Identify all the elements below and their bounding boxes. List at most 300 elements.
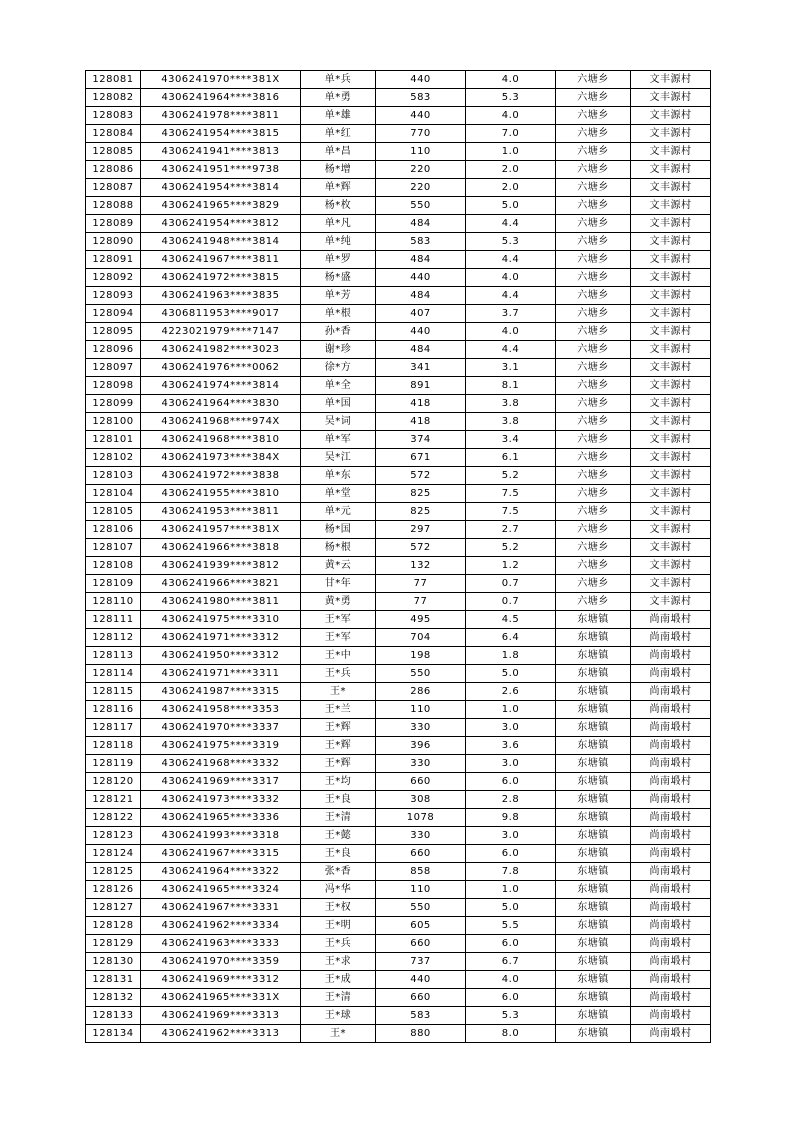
cell-village: 尚南塅村 <box>631 773 711 791</box>
cell-record-id: 128082 <box>86 89 141 107</box>
cell-name: 单*国 <box>301 395 376 413</box>
cell-area: 3.4 <box>466 431 556 449</box>
table-row <box>86 953 711 971</box>
table-row <box>86 449 711 467</box>
cell-name: 黄*勇 <box>301 593 376 611</box>
cell-amount: 220 <box>376 161 466 179</box>
cell-area: 4.5 <box>466 611 556 629</box>
cell-id-number: 4306241967****3331 <box>141 899 301 917</box>
cell-id-number: 4306241970****3337 <box>141 719 301 737</box>
cell-record-id: 128095 <box>86 323 141 341</box>
cell-township: 六塘乡 <box>556 539 631 557</box>
cell-area: 2.0 <box>466 179 556 197</box>
cell-name: 单*辉 <box>301 179 376 197</box>
cell-area: 4.4 <box>466 287 556 305</box>
cell-id-number: 4306241965****3336 <box>141 809 301 827</box>
table-row <box>86 143 711 161</box>
cell-id-number: 4306241967****3315 <box>141 845 301 863</box>
cell-name: 单*根 <box>301 305 376 323</box>
cell-amount: 330 <box>376 719 466 737</box>
cell-area: 0.7 <box>466 575 556 593</box>
cell-id-number: 4306241957****381X <box>141 521 301 539</box>
cell-township: 东塘镇 <box>556 971 631 989</box>
cell-name: 王* <box>301 1025 376 1043</box>
cell-village: 文丰源村 <box>631 89 711 107</box>
cell-name: 王*成 <box>301 971 376 989</box>
cell-id-number: 4306241976****0062 <box>141 359 301 377</box>
cell-id-number: 4306241964****3816 <box>141 89 301 107</box>
table-row <box>86 593 711 611</box>
cell-township: 六塘乡 <box>556 431 631 449</box>
cell-amount: 660 <box>376 773 466 791</box>
cell-record-id: 128084 <box>86 125 141 143</box>
cell-area: 1.8 <box>466 647 556 665</box>
cell-amount: 825 <box>376 485 466 503</box>
cell-township: 六塘乡 <box>556 413 631 431</box>
cell-township: 六塘乡 <box>556 521 631 539</box>
table-row <box>86 107 711 125</box>
table-row <box>86 215 711 233</box>
cell-id-number: 4306241972****3838 <box>141 467 301 485</box>
cell-township: 六塘乡 <box>556 89 631 107</box>
cell-area: 8.0 <box>466 1025 556 1043</box>
cell-name: 黄*云 <box>301 557 376 575</box>
cell-record-id: 128105 <box>86 503 141 521</box>
cell-township: 六塘乡 <box>556 125 631 143</box>
cell-id-number: 4306241958****3353 <box>141 701 301 719</box>
cell-village: 尚南塅村 <box>631 899 711 917</box>
cell-record-id: 128110 <box>86 593 141 611</box>
cell-name: 单*东 <box>301 467 376 485</box>
cell-village: 文丰源村 <box>631 107 711 125</box>
cell-id-number: 4306241970****381X <box>141 71 301 89</box>
cell-id-number: 4306241969****3313 <box>141 1007 301 1025</box>
cell-name: 王*中 <box>301 647 376 665</box>
cell-record-id: 128120 <box>86 773 141 791</box>
cell-name: 杨*增 <box>301 161 376 179</box>
table-row <box>86 413 711 431</box>
cell-amount: 440 <box>376 323 466 341</box>
cell-village: 尚南塅村 <box>631 863 711 881</box>
table-row <box>86 989 711 1007</box>
cell-record-id: 128117 <box>86 719 141 737</box>
cell-area: 6.0 <box>466 845 556 863</box>
cell-name: 单*纯 <box>301 233 376 251</box>
cell-township: 六塘乡 <box>556 233 631 251</box>
cell-village: 文丰源村 <box>631 413 711 431</box>
cell-record-id: 128133 <box>86 1007 141 1025</box>
cell-name: 王*兵 <box>301 935 376 953</box>
cell-name: 张*香 <box>301 863 376 881</box>
cell-area: 4.0 <box>466 107 556 125</box>
cell-village: 尚南塅村 <box>631 845 711 863</box>
cell-area: 5.3 <box>466 1007 556 1025</box>
cell-township: 六塘乡 <box>556 485 631 503</box>
cell-record-id: 128109 <box>86 575 141 593</box>
cell-area: 6.7 <box>466 953 556 971</box>
cell-name: 王*辉 <box>301 737 376 755</box>
cell-id-number: 4306241951****9738 <box>141 161 301 179</box>
cell-village: 文丰源村 <box>631 179 711 197</box>
cell-record-id: 128093 <box>86 287 141 305</box>
cell-amount: 341 <box>376 359 466 377</box>
table-row <box>86 737 711 755</box>
records-table-body <box>86 71 711 1043</box>
cell-village: 文丰源村 <box>631 503 711 521</box>
cell-id-number: 4306241968****3332 <box>141 755 301 773</box>
cell-record-id: 128102 <box>86 449 141 467</box>
cell-area: 4.4 <box>466 251 556 269</box>
cell-record-id: 128100 <box>86 413 141 431</box>
table-row <box>86 791 711 809</box>
cell-amount: 440 <box>376 107 466 125</box>
cell-township: 六塘乡 <box>556 215 631 233</box>
table-row <box>86 431 711 449</box>
cell-area: 6.4 <box>466 629 556 647</box>
cell-amount: 1078 <box>376 809 466 827</box>
cell-amount: 660 <box>376 935 466 953</box>
cell-amount: 440 <box>376 71 466 89</box>
table-row <box>86 89 711 107</box>
cell-id-number: 4306241966****3818 <box>141 539 301 557</box>
cell-id-number: 4306241963****3333 <box>141 935 301 953</box>
cell-township: 六塘乡 <box>556 197 631 215</box>
cell-area: 3.8 <box>466 395 556 413</box>
cell-record-id: 128111 <box>86 611 141 629</box>
cell-amount: 132 <box>376 557 466 575</box>
cell-record-id: 128108 <box>86 557 141 575</box>
table-row <box>86 935 711 953</box>
cell-name: 徐*方 <box>301 359 376 377</box>
cell-name: 杨*国 <box>301 521 376 539</box>
cell-area: 3.6 <box>466 737 556 755</box>
cell-id-number: 4306241982****3023 <box>141 341 301 359</box>
cell-id-number: 4306241980****3811 <box>141 593 301 611</box>
cell-name: 王*均 <box>301 773 376 791</box>
cell-township: 六塘乡 <box>556 503 631 521</box>
table-row <box>86 125 711 143</box>
table-row <box>86 881 711 899</box>
cell-area: 4.4 <box>466 341 556 359</box>
cell-amount: 220 <box>376 179 466 197</box>
table-row <box>86 863 711 881</box>
cell-area: 3.7 <box>466 305 556 323</box>
cell-record-id: 128130 <box>86 953 141 971</box>
cell-id-number: 4306241975****3319 <box>141 737 301 755</box>
cell-record-id: 128083 <box>86 107 141 125</box>
cell-area: 3.0 <box>466 719 556 737</box>
cell-record-id: 128134 <box>86 1025 141 1043</box>
cell-township: 六塘乡 <box>556 287 631 305</box>
table-row <box>86 467 711 485</box>
cell-village: 文丰源村 <box>631 377 711 395</box>
cell-village: 文丰源村 <box>631 395 711 413</box>
cell-area: 7.8 <box>466 863 556 881</box>
cell-record-id: 128091 <box>86 251 141 269</box>
cell-amount: 440 <box>376 269 466 287</box>
cell-township: 六塘乡 <box>556 143 631 161</box>
cell-area: 9.8 <box>466 809 556 827</box>
cell-amount: 110 <box>376 143 466 161</box>
cell-area: 4.0 <box>466 269 556 287</box>
cell-id-number: 4306241974****3814 <box>141 377 301 395</box>
cell-amount: 572 <box>376 467 466 485</box>
cell-name: 单*昌 <box>301 143 376 161</box>
cell-id-number: 4306241987****3315 <box>141 683 301 701</box>
cell-name: 单*凡 <box>301 215 376 233</box>
cell-area: 7.5 <box>466 485 556 503</box>
cell-name: 单*元 <box>301 503 376 521</box>
table-row <box>86 485 711 503</box>
table-row <box>86 503 711 521</box>
cell-township: 东塘镇 <box>556 935 631 953</box>
cell-township: 东塘镇 <box>556 665 631 683</box>
table-row <box>86 521 711 539</box>
cell-township: 六塘乡 <box>556 449 631 467</box>
cell-record-id: 128123 <box>86 827 141 845</box>
table-row <box>86 377 711 395</box>
cell-area: 7.5 <box>466 503 556 521</box>
cell-area: 4.0 <box>466 71 556 89</box>
cell-record-id: 128106 <box>86 521 141 539</box>
cell-id-number: 4306241973****384X <box>141 449 301 467</box>
table-row <box>86 827 711 845</box>
cell-amount: 704 <box>376 629 466 647</box>
cell-amount: 572 <box>376 539 466 557</box>
cell-amount: 550 <box>376 665 466 683</box>
cell-township: 东塘镇 <box>556 989 631 1007</box>
cell-amount: 880 <box>376 1025 466 1043</box>
cell-township: 六塘乡 <box>556 359 631 377</box>
cell-village: 文丰源村 <box>631 305 711 323</box>
cell-township: 六塘乡 <box>556 269 631 287</box>
cell-township: 东塘镇 <box>556 1007 631 1025</box>
cell-amount: 374 <box>376 431 466 449</box>
cell-id-number: 4306241941****3813 <box>141 143 301 161</box>
cell-id-number: 4306241964****3322 <box>141 863 301 881</box>
cell-name: 单*芳 <box>301 287 376 305</box>
cell-record-id: 128096 <box>86 341 141 359</box>
table-row <box>86 323 711 341</box>
table-row <box>86 575 711 593</box>
cell-area: 5.0 <box>466 665 556 683</box>
cell-id-number: 4306241969****3317 <box>141 773 301 791</box>
table-row <box>86 251 711 269</box>
cell-name: 单*堂 <box>301 485 376 503</box>
cell-village: 尚南塅村 <box>631 809 711 827</box>
cell-record-id: 128116 <box>86 701 141 719</box>
cell-village: 尚南塅村 <box>631 971 711 989</box>
cell-area: 4.4 <box>466 215 556 233</box>
cell-village: 尚南塅村 <box>631 701 711 719</box>
cell-record-id: 128125 <box>86 863 141 881</box>
cell-township: 六塘乡 <box>556 593 631 611</box>
cell-name: 王*军 <box>301 629 376 647</box>
cell-township: 东塘镇 <box>556 791 631 809</box>
table-row <box>86 719 711 737</box>
cell-amount: 583 <box>376 1007 466 1025</box>
cell-record-id: 128121 <box>86 791 141 809</box>
cell-area: 6.0 <box>466 935 556 953</box>
cell-record-id: 128103 <box>86 467 141 485</box>
cell-village: 尚南塅村 <box>631 683 711 701</box>
cell-township: 东塘镇 <box>556 881 631 899</box>
cell-id-number: 4306241965****331X <box>141 989 301 1007</box>
cell-id-number: 4306241950****3312 <box>141 647 301 665</box>
cell-township: 东塘镇 <box>556 773 631 791</box>
cell-area: 1.0 <box>466 881 556 899</box>
cell-village: 尚南塅村 <box>631 647 711 665</box>
cell-name: 单*全 <box>301 377 376 395</box>
table-row <box>86 71 711 89</box>
cell-village: 文丰源村 <box>631 71 711 89</box>
cell-id-number: 4306241973****3332 <box>141 791 301 809</box>
cell-id-number: 4306241968****3810 <box>141 431 301 449</box>
cell-record-id: 128086 <box>86 161 141 179</box>
cell-village: 尚南塅村 <box>631 611 711 629</box>
cell-name: 冯*华 <box>301 881 376 899</box>
cell-id-number: 4306241971****3311 <box>141 665 301 683</box>
cell-name: 单*红 <box>301 125 376 143</box>
table-row <box>86 665 711 683</box>
cell-township: 六塘乡 <box>556 179 631 197</box>
cell-area: 6.0 <box>466 989 556 1007</box>
cell-name: 王*球 <box>301 1007 376 1025</box>
cell-name: 王*兰 <box>301 701 376 719</box>
cell-village: 文丰源村 <box>631 359 711 377</box>
cell-area: 2.0 <box>466 161 556 179</box>
cell-township: 东塘镇 <box>556 845 631 863</box>
cell-name: 王* <box>301 683 376 701</box>
cell-area: 6.1 <box>466 449 556 467</box>
cell-id-number: 4306241970****3359 <box>141 953 301 971</box>
cell-village: 文丰源村 <box>631 233 711 251</box>
cell-area: 2.6 <box>466 683 556 701</box>
cell-name: 谢*珍 <box>301 341 376 359</box>
cell-id-number: 4306241962****3313 <box>141 1025 301 1043</box>
cell-amount: 330 <box>376 827 466 845</box>
cell-village: 文丰源村 <box>631 467 711 485</box>
cell-id-number: 4306241978****3811 <box>141 107 301 125</box>
cell-record-id: 128122 <box>86 809 141 827</box>
table-row <box>86 539 711 557</box>
cell-township: 六塘乡 <box>556 161 631 179</box>
cell-record-id: 128097 <box>86 359 141 377</box>
cell-id-number: 4306241948****3814 <box>141 233 301 251</box>
cell-amount: 605 <box>376 917 466 935</box>
cell-village: 尚南塅村 <box>631 935 711 953</box>
cell-village: 尚南塅村 <box>631 917 711 935</box>
cell-village: 尚南塅村 <box>631 827 711 845</box>
records-table <box>85 70 711 1043</box>
table-row <box>86 359 711 377</box>
cell-record-id: 128126 <box>86 881 141 899</box>
cell-area: 5.5 <box>466 917 556 935</box>
cell-id-number: 4306241954****3812 <box>141 215 301 233</box>
cell-name: 单*罗 <box>301 251 376 269</box>
cell-id-number: 4306241993****3318 <box>141 827 301 845</box>
cell-township: 六塘乡 <box>556 341 631 359</box>
cell-record-id: 128118 <box>86 737 141 755</box>
cell-amount: 110 <box>376 881 466 899</box>
cell-name: 王*明 <box>301 917 376 935</box>
cell-village: 尚南塅村 <box>631 881 711 899</box>
cell-name: 王*清 <box>301 809 376 827</box>
cell-amount: 198 <box>376 647 466 665</box>
table-row <box>86 305 711 323</box>
cell-id-number: 4223021979****7147 <box>141 323 301 341</box>
cell-village: 文丰源村 <box>631 593 711 611</box>
cell-amount: 418 <box>376 413 466 431</box>
cell-amount: 770 <box>376 125 466 143</box>
cell-name: 王*兵 <box>301 665 376 683</box>
cell-village: 尚南塅村 <box>631 1007 711 1025</box>
cell-amount: 330 <box>376 755 466 773</box>
cell-township: 东塘镇 <box>556 629 631 647</box>
cell-village: 文丰源村 <box>631 557 711 575</box>
cell-area: 1.0 <box>466 143 556 161</box>
cell-village: 尚南塅村 <box>631 1025 711 1043</box>
cell-township: 六塘乡 <box>556 71 631 89</box>
table-row <box>86 287 711 305</box>
cell-name: 王*良 <box>301 845 376 863</box>
cell-area: 5.0 <box>466 197 556 215</box>
cell-amount: 484 <box>376 287 466 305</box>
table-row <box>86 395 711 413</box>
cell-township: 东塘镇 <box>556 863 631 881</box>
cell-area: 5.3 <box>466 89 556 107</box>
cell-amount: 484 <box>376 341 466 359</box>
table-row <box>86 233 711 251</box>
table-row <box>86 845 711 863</box>
cell-record-id: 128112 <box>86 629 141 647</box>
cell-record-id: 128104 <box>86 485 141 503</box>
cell-area: 0.7 <box>466 593 556 611</box>
cell-township: 东塘镇 <box>556 647 631 665</box>
cell-village: 文丰源村 <box>631 197 711 215</box>
cell-id-number: 4306241953****3811 <box>141 503 301 521</box>
cell-area: 5.3 <box>466 233 556 251</box>
cell-village: 文丰源村 <box>631 521 711 539</box>
cell-name: 王*良 <box>301 791 376 809</box>
cell-record-id: 128113 <box>86 647 141 665</box>
cell-id-number: 4306241962****3334 <box>141 917 301 935</box>
cell-name: 杨*盛 <box>301 269 376 287</box>
cell-village: 文丰源村 <box>631 287 711 305</box>
cell-id-number: 4306241966****3821 <box>141 575 301 593</box>
cell-id-number: 4306811953****9017 <box>141 305 301 323</box>
cell-record-id: 128092 <box>86 269 141 287</box>
cell-id-number: 4306241963****3835 <box>141 287 301 305</box>
cell-area: 1.2 <box>466 557 556 575</box>
cell-township: 东塘镇 <box>556 899 631 917</box>
cell-village: 文丰源村 <box>631 431 711 449</box>
cell-amount: 77 <box>376 575 466 593</box>
cell-amount: 77 <box>376 593 466 611</box>
cell-id-number: 4306241954****3815 <box>141 125 301 143</box>
cell-id-number: 4306241967****3811 <box>141 251 301 269</box>
cell-name: 王*辉 <box>301 755 376 773</box>
cell-id-number: 4306241965****3829 <box>141 197 301 215</box>
cell-township: 东塘镇 <box>556 737 631 755</box>
cell-record-id: 128131 <box>86 971 141 989</box>
cell-record-id: 128127 <box>86 899 141 917</box>
table-row <box>86 179 711 197</box>
cell-name: 王*清 <box>301 989 376 1007</box>
table-row <box>86 1025 711 1043</box>
cell-village: 尚南塅村 <box>631 953 711 971</box>
table-row <box>86 341 711 359</box>
